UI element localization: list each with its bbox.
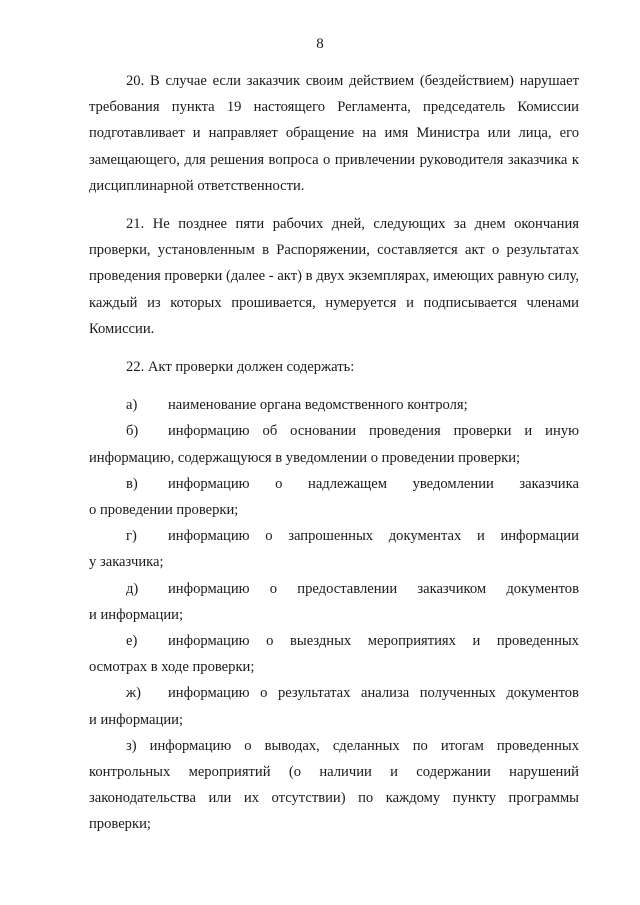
word: и — [476, 528, 485, 545]
word: проверки — [453, 423, 512, 440]
list-item-letter: а) — [126, 397, 138, 414]
list-item-letter: г) — [126, 528, 137, 545]
word: о — [265, 528, 273, 545]
word: о — [260, 685, 268, 702]
word: проведенных — [496, 633, 579, 650]
list-item-e — [89, 628, 579, 680]
word: информацию — [168, 685, 250, 702]
list-item-g — [89, 523, 579, 575]
word: о — [269, 580, 278, 597]
list-item-continuation: у заказчика; — [89, 554, 164, 571]
list-item-continuation: о проведении проверки; — [89, 502, 239, 519]
list-item-continuation: осмотрах в ходе проверки; — [89, 659, 255, 676]
document-body — [89, 68, 579, 838]
list-item-text — [168, 680, 579, 706]
paragraph-20-line1: 20. В случае если заказчик своим действием (бездействием) — [126, 73, 514, 89]
list-item-letter: ж) — [126, 685, 141, 702]
word: мероприятиях — [367, 633, 456, 650]
list-item-z: з) информацию о выводах, сделанных по итогам проведенных контрольных мероприятий (о наличии и содержании нарушений законодательства или их отсутствии) по каждому пункту программы проверки; — [89, 737, 579, 833]
word: выездных — [290, 633, 352, 650]
word: надлежащем — [308, 475, 387, 492]
word: запрошенных — [288, 528, 374, 545]
word: предоставлении — [297, 580, 398, 597]
list-item-letter: е) — [126, 633, 138, 650]
word: информацию — [168, 475, 250, 492]
word: об — [262, 423, 278, 440]
word: анализа — [360, 685, 410, 702]
page-number: 8 — [316, 36, 324, 52]
list-item-zh — [89, 680, 579, 732]
list-item-text — [168, 628, 579, 654]
list-item-text — [168, 523, 579, 549]
word: полученных — [419, 685, 496, 702]
list-item-v — [89, 471, 579, 523]
paragraph-20-rest: нарушает требования пункта 19 настоящего Регламента, председатель Комиссии подготавливает и направляет обращение на имя Министра или лица, его замещающего, для решения вопроса о привлечении руководителя заказчика к дисциплинарной ответственности. — [89, 73, 579, 194]
word: информацию — [168, 633, 250, 650]
list-item-letter: в) — [126, 475, 138, 492]
word: о — [275, 475, 283, 492]
list-item-b — [89, 418, 579, 470]
paragraph-21: 21. Не позднее пяти рабочих дней, следующих за днем окончания проверки, установленным в Распоряжении, составляется акт о результатах проведения проверки (далее - акт) в двух экземплярах, имеющих равную силу, каждый из которых прошивается, нумеруется и подписывается членами Комиссии. — [89, 216, 579, 337]
word: документов — [506, 685, 579, 702]
word: документах — [388, 528, 462, 545]
word: результатах — [277, 685, 351, 702]
list-item-text — [168, 576, 579, 602]
list-item-text — [168, 418, 579, 444]
word: заказчика — [519, 475, 579, 492]
word: документов — [506, 580, 579, 597]
list-item-text: наименование органа ведомственного контроля; — [168, 397, 468, 414]
word: заказчиком — [417, 580, 487, 597]
paragraph-22: 22. Акт проверки должен содержать: — [126, 359, 355, 376]
word: информацию — [168, 423, 250, 440]
word: информации — [500, 528, 579, 545]
word: о — [266, 633, 274, 650]
word: иную — [545, 423, 579, 440]
list-item-continuation: информацию, содержащуюся в уведомлении о проведении проверки; — [89, 449, 521, 466]
word: информацию — [168, 580, 250, 597]
word: и — [524, 423, 533, 440]
word: основании — [290, 423, 357, 440]
list-item-letter: б) — [126, 423, 139, 440]
list-item-d — [89, 576, 579, 628]
list-item-text — [168, 471, 579, 497]
list-item-continuation: и информации; — [89, 711, 184, 728]
word: проведения — [368, 423, 441, 440]
word: уведомлении — [412, 475, 494, 492]
list-item-continuation: и информации; — [89, 606, 184, 623]
list-item-letter: д) — [126, 580, 139, 597]
paragraph-20 — [89, 68, 579, 199]
word: информацию — [168, 528, 250, 545]
list-item-a — [89, 392, 579, 418]
word: и — [472, 633, 481, 650]
